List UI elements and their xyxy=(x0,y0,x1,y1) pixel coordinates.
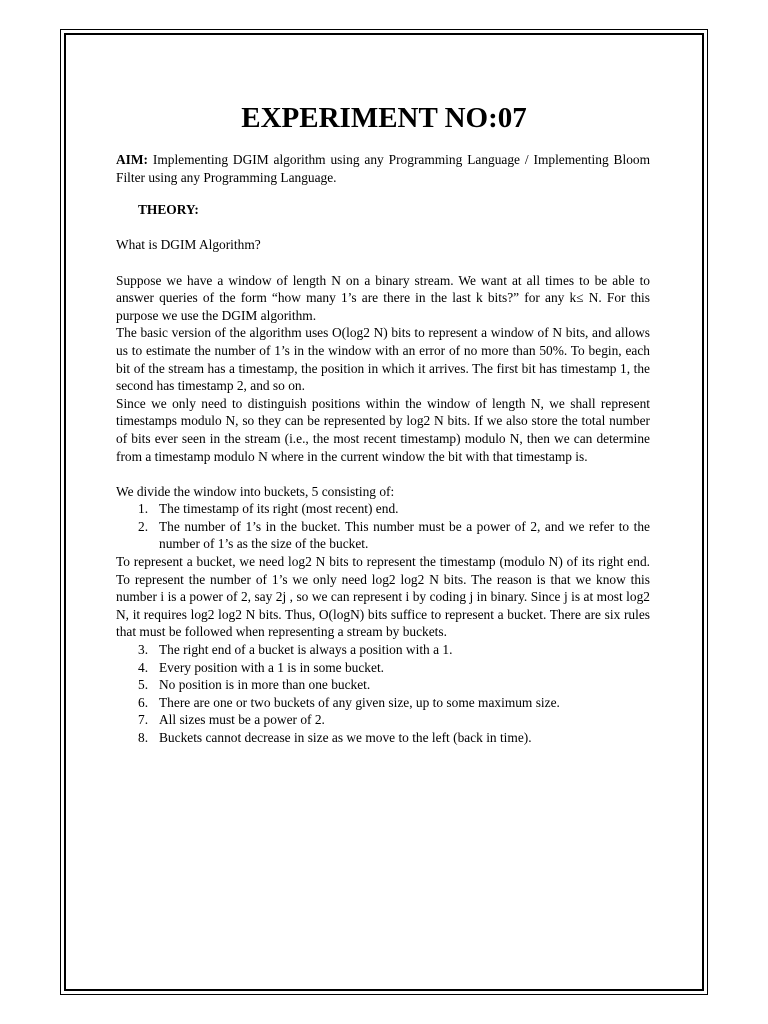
list-item xyxy=(116,711,650,729)
paragraph-buckets: We divide the window into buckets, 5 consisting of: xyxy=(116,483,395,499)
list-item-number: 8. xyxy=(138,730,149,745)
list-item xyxy=(116,729,650,747)
list-item xyxy=(116,641,650,659)
list-item-number: 4. xyxy=(138,659,149,675)
list-item-number: 7. xyxy=(138,712,149,728)
list-item-number: 2. xyxy=(138,518,149,534)
page-title: EXPERIMENT NO:07 xyxy=(241,102,527,134)
list-item xyxy=(116,694,650,712)
list-item xyxy=(116,659,650,677)
list-item-number: 3. xyxy=(138,642,149,658)
paragraph-timestamps: Since we only need to distinguish positions within the window of length N, we shall represent timestamps modulo N, so they can be represented by log2 N bits. If we also store the total number of bits ever seen in the stream (i.e., the most recent timestamp) modulo N, then we can determine from a timestamp modulo N where in the current window the bit with that timestamp is. xyxy=(116,395,650,464)
list-item-text: Buckets cannot decrease in size as we move to the left (back in time). xyxy=(159,730,532,745)
list-item-number: 6. xyxy=(138,694,149,710)
list-item-text: The number of 1’s in the bucket. This number must be a power of 2, and we refer to the number of 1’s as the size of the bucket. xyxy=(159,518,650,552)
list-item xyxy=(116,676,650,694)
list-item-text: There are one or two buckets of any given size, up to some maximum size. xyxy=(159,694,560,710)
paragraph-bucket-representation: To represent a bucket, we need log2 N bits to represent the timestamp (modulo N) of its right end. To represent the number of 1’s we only need log2 log2 N bits. The reason is that we know this number i is a power of 2, say 2j , so we can represent i by coding j in binary. Since j is at most log2 N, it requires log2 log2 N bits. Thus, O(logN) bits suffice to represent a bucket. There are six rules that must be followed when representing a stream by buckets. xyxy=(116,554,650,640)
dgim-question: What is DGIM Algorithm? xyxy=(116,237,261,253)
aim-paragraph xyxy=(116,151,650,186)
theory-heading: THEORY: xyxy=(138,202,199,218)
aim-label: AIM: xyxy=(116,152,148,167)
paragraph-basic-version: The basic version of the algorithm uses O(log2 N) bits to represent a window of N bits, and allows us to estimate the number of 1’s in the window with an error of no more than 50%. To begin, each bit of the stream has a timestamp, the position in which it arrives. The first bit has timestamp 1, the second has timestamp 2, and so on. xyxy=(116,325,650,394)
document-body xyxy=(116,151,650,747)
list-item-text: The right end of a bucket is always a position with a 1. xyxy=(159,642,453,658)
list-item-text: Every position with a 1 is in some bucket. xyxy=(159,659,385,675)
list-item xyxy=(116,500,650,518)
aim-text: Implementing DGIM algorithm using any Programming Language / Implementing Bloom Filter using any Programming Language. xyxy=(116,152,650,185)
paragraph-intro: Suppose we have a window of length N on a binary stream. We want at all times to be able to answer queries of the form “how many 1’s are there in the last k bits?” for any k≤ N. For this purpose we use the DGIM algorithm. xyxy=(116,272,650,323)
list-item xyxy=(116,518,650,553)
list-item-text: No position is in more than one bucket. xyxy=(159,677,371,693)
bucket-components-list xyxy=(116,500,650,553)
list-item-number: 5. xyxy=(138,677,149,693)
bucket-rules-list xyxy=(116,641,650,747)
list-item-number: 1. xyxy=(138,501,149,517)
list-item-text: All sizes must be a power of 2. xyxy=(159,712,325,728)
list-item-text: The timestamp of its right (most recent) end. xyxy=(159,501,399,517)
